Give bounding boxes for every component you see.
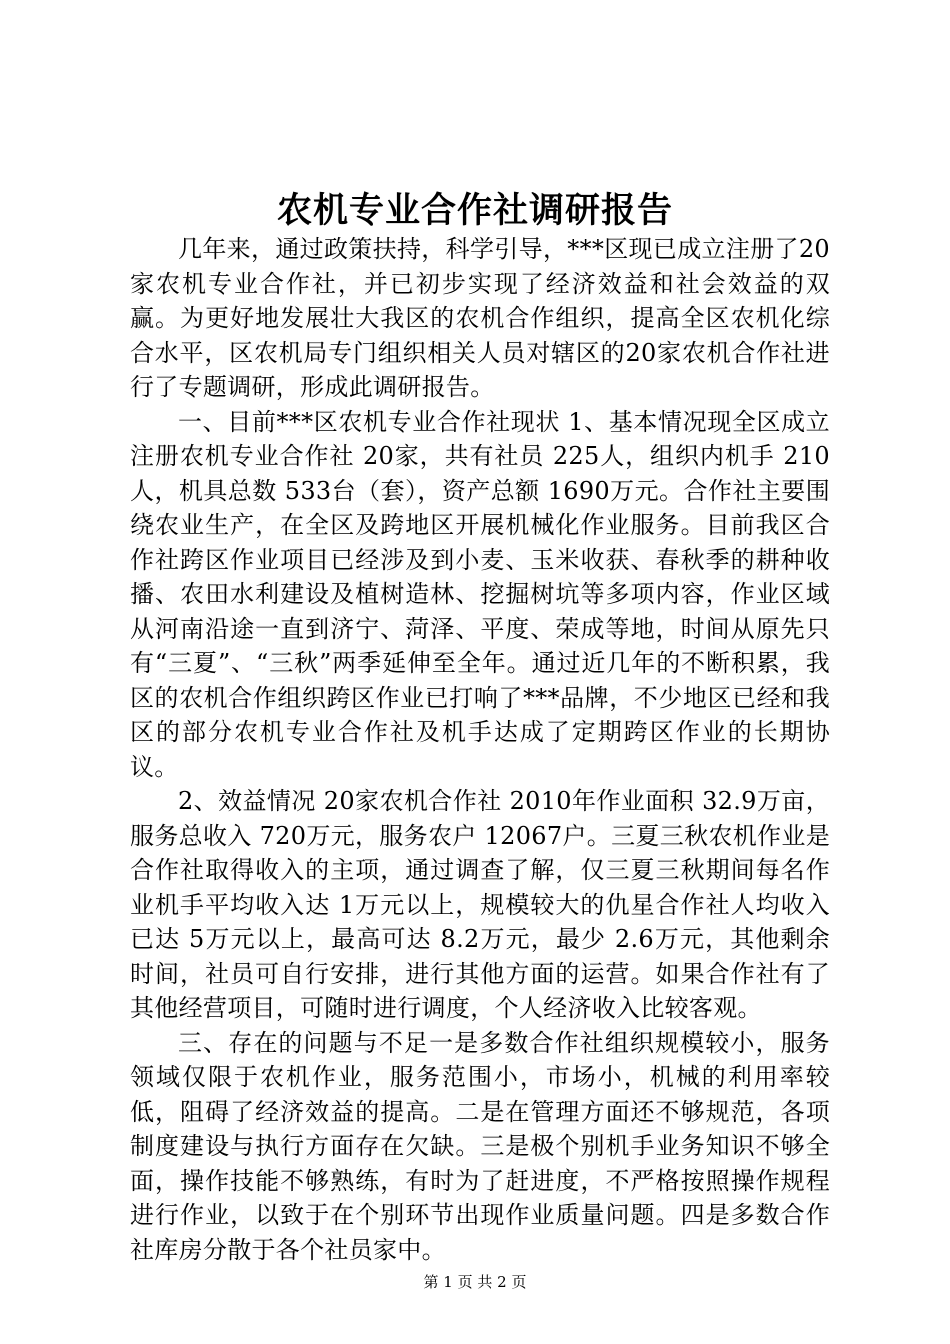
paragraph-current-status: 一、目前***区农机专业合作社现状 1、基本情况现全区成立注册农机专业合作社 20家，共有社员 225人，组织内机手 210人，机具总数 533台（套），资产总额 1690万元。合作社主要围绕农业生产，在全区及跨地区开展机械化作业服务。目前我区合作社跨区作业项目已经涉及到小麦、玉米收获、春秋季的耕种收播、农田水利建设及植树造林、挖掘树坑等多项内容，作业区域从河南沿途一直到济宁、菏泽、平度、荣成等地，时间从原先只有“三夏”、“三秋”两季延伸至全年。通过近几年的不断积累，我区的农机合作组织跨区作业已打响了***品牌，不少地区已经和我区的部分农机专业合作社及机手达成了定期跨区作业的长期协议。 — [130, 407, 830, 781]
paragraph-benefits: 2、效益情况 20家农机合作社 2010年作业面积 32.9万亩，服务总收入 720万元，服务农户 12067户。三夏三秋农机作业是合作社取得收入的主项，通过调查了解，仅三夏三秋期间每名作业机手平均收入达 1万元以上，规模较大的仇星合作社人均收入已达 5万元以上，最高可达 8.2万元，最少 2.6万元，其他剩余时间，社员可自行安排，进行其他方面的运营。如果合作社有了其他经营项目，可随时进行调度，个人经济收入比较客观。 — [130, 787, 830, 1022]
paragraph-problems: 三、存在的问题与不足一是多数合作社组织规模较小，服务领域仅限于农机作业，服务范围小，市场小，机械的利用率较低，阻碍了经济效益的提高。二是在管理方面还不够规范，各项制度建设与执行方面存在欠缺。三是极个别机手业务知识不够全面，操作技能不够熟练，有时为了赶进度，不严格按照操作规程进行作业，以致于在个别环节出现作业质量问题。四是多数合作社库房分散于各个社员家中。 — [130, 1028, 830, 1264]
document-title: 农机专业合作社调研报告 — [276, 190, 673, 231]
paragraph-intro: 几年来，通过政策扶持，科学引导，***区现已成立注册了20家农机专业合作社，并已初步实现了经济效益和社会效益的双赢。为更好地发展壮大我区的农机合作组织，提高全区农机化综合水平，区农机局专门组织相关人员对辖区的20家农机合作社进行了专题调研，形成此调研报告。 — [130, 235, 830, 401]
page-number-footer: 第 1 页 共 2 页 — [423, 1273, 527, 1291]
document-body — [130, 232, 830, 1267]
